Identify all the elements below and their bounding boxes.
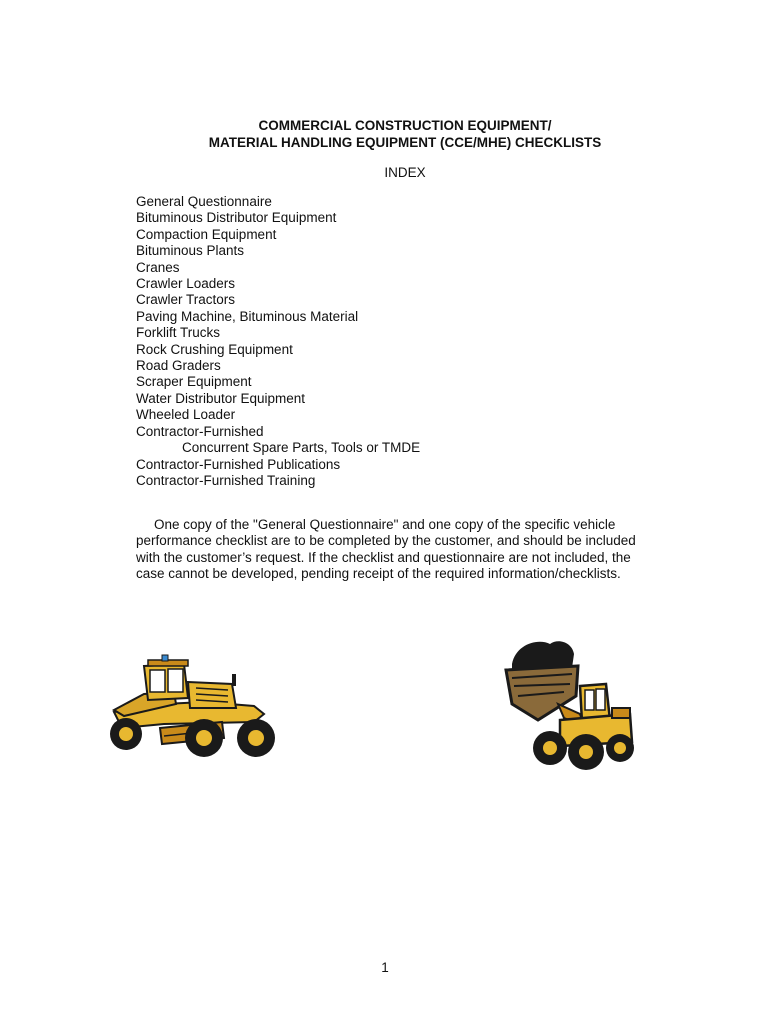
page-number: 1 <box>381 960 389 975</box>
wheel-loader-image <box>498 634 638 772</box>
list-item: General Questionnaire <box>136 194 272 209</box>
grader-wheels <box>110 718 275 757</box>
list-item: Scraper Equipment <box>136 374 252 390</box>
list-item: Wheeled Loader <box>136 407 236 423</box>
instructions-text: One copy of the "General Questionnaire" and one copy of the specific vehicle performance checklist are to be completed by the customer, and should be included with the customer’s request. If the checklist and questionnaire are not included, the case cannot be developed, pending receipt of the required information/checklists. <box>136 517 636 582</box>
list-item: Rock Crushing Equipment <box>136 341 293 357</box>
loader-wheels <box>533 731 634 770</box>
list-item: Bituminous Distributor Equipment <box>136 210 337 226</box>
index-heading: INDEX <box>384 165 426 180</box>
list-item: Crawler Loaders <box>136 276 236 292</box>
index-list <box>136 194 420 489</box>
list-item: Forklift Trucks <box>136 325 221 341</box>
title-line-2: MATERIAL HANDLING EQUIPMENT (CCE/MHE) CHECKLISTS <box>208 135 602 150</box>
instructions-paragraph <box>136 517 636 583</box>
list-item: Contractor-Furnished <box>136 423 264 439</box>
road-grader-image <box>104 652 284 767</box>
title-line-1: COMMERCIAL CONSTRUCTION EQUIPMENT/ <box>258 118 552 133</box>
list-item: Paving Machine, Bituminous Material <box>136 308 359 324</box>
list-item: Contractor-Furnished Publications <box>136 456 341 472</box>
list-subitem: Concurrent Spare Parts, Tools or TMDE <box>182 440 421 456</box>
list-item: Crawler Tractors <box>136 292 236 308</box>
list-item: Road Graders <box>136 358 221 374</box>
list-item: Cranes <box>136 259 180 275</box>
list-item: Compaction Equipment <box>136 226 277 242</box>
list-item: Bituminous Plants <box>136 243 245 259</box>
list-item: Water Distributor Equipment <box>136 390 306 406</box>
list-item: Contractor-Furnished Training <box>136 472 316 488</box>
